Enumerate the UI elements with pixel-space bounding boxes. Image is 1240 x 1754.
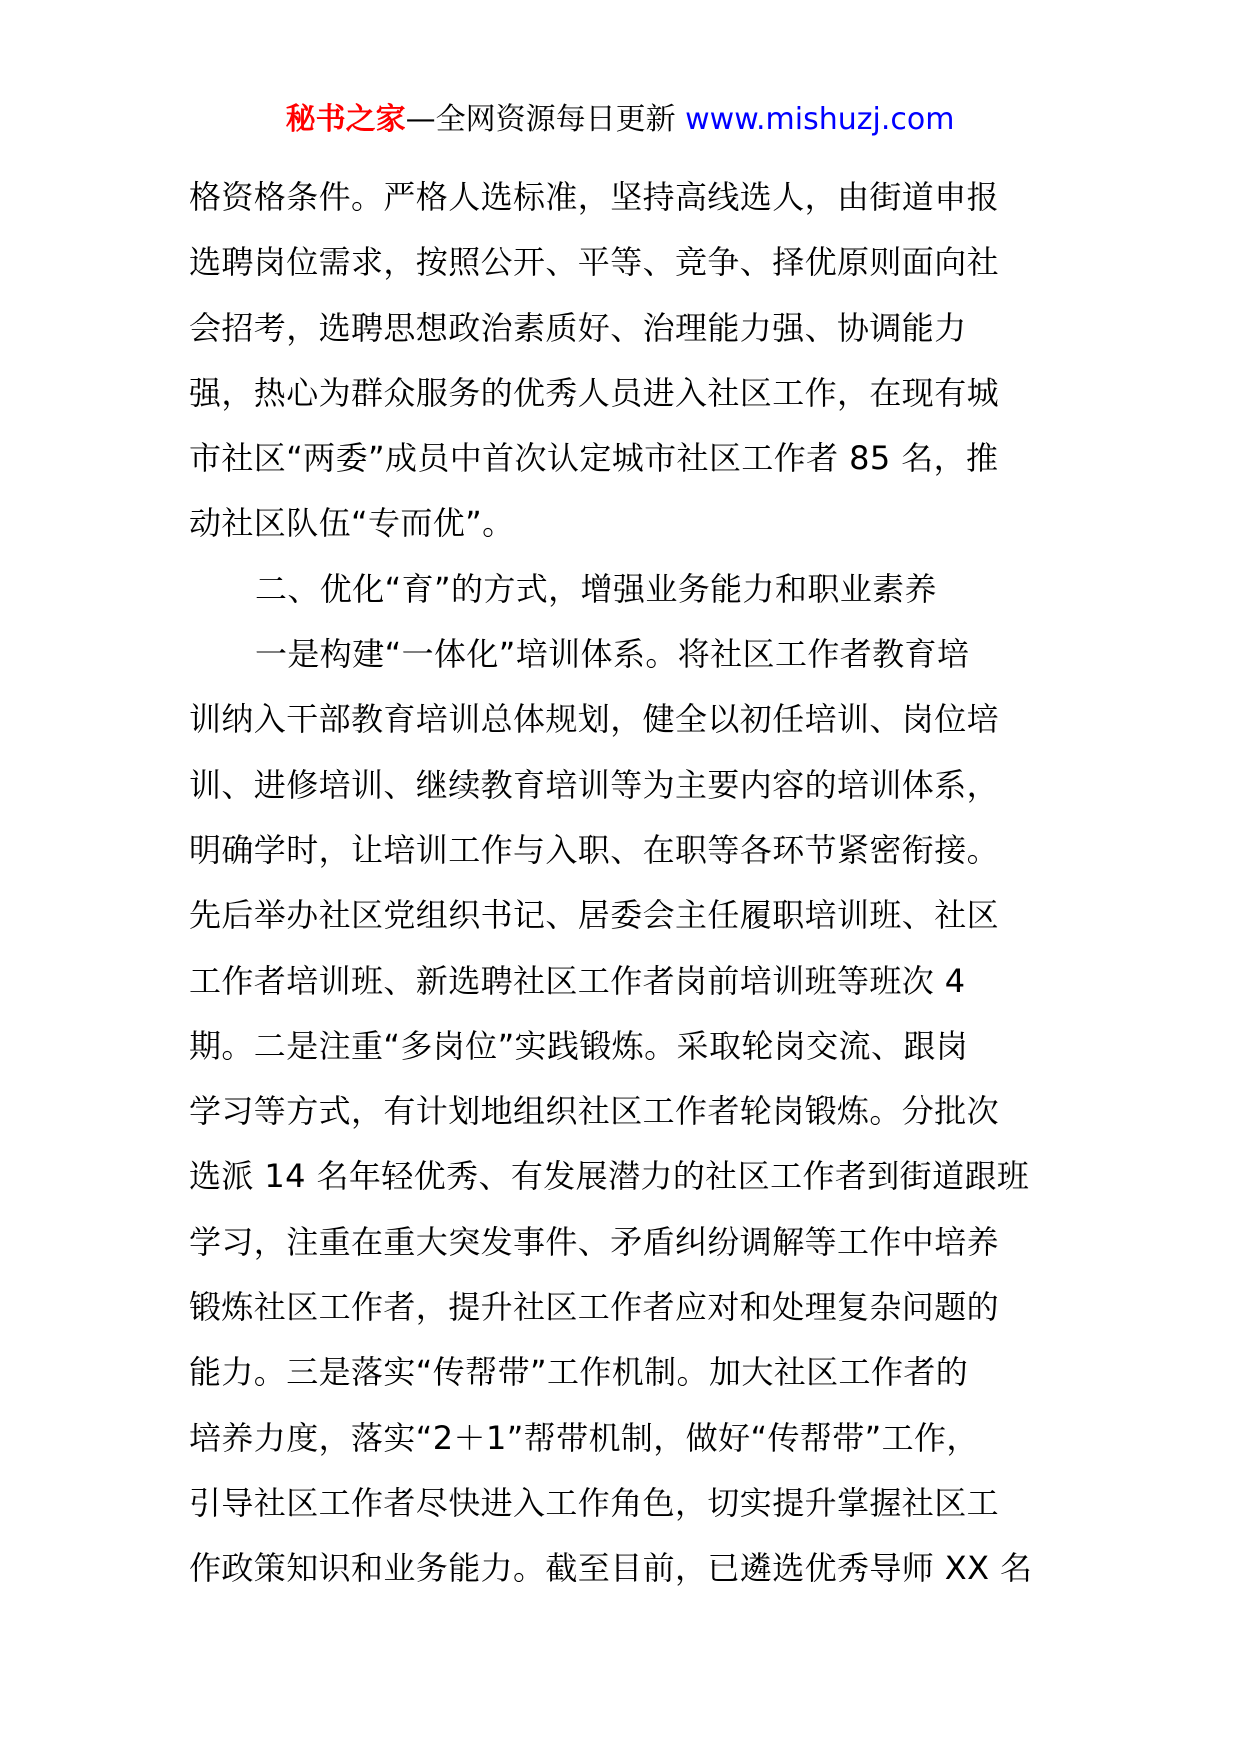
text-line: 引导社区工作者尽快进入工作角色，切实提升掌握社区工	[189, 1483, 1000, 1522]
document-body	[189, 165, 1059, 1602]
site-tagline: —全网资源每日更新	[405, 102, 686, 137]
text-line: 选派 14 名年轻优秀、有发展潜力的社区工作者到街道跟班	[189, 1157, 1030, 1196]
text-line: 锻炼社区工作者，提升社区工作者应对和处理复杂问题的	[189, 1288, 1000, 1327]
text-line: 训、进修培训、继续教育培训等为主要内容的培训体系，	[189, 765, 1000, 804]
text-line: 学习等方式，有计划地组织社区工作者轮岗锻炼。分批次	[189, 1092, 1000, 1131]
text-line: 强，热心为群众服务的优秀人员进入社区工作，在现有城	[189, 373, 1000, 412]
text-line: 格资格条件。严格人选标准，坚持高线选人，由街道申报	[189, 178, 1000, 216]
section-heading: 二、优化“育”的方式，增强业务能力和职业素养	[255, 569, 937, 608]
text-line: 市社区“两委”成员中首次认定城市社区工作者 85 名，推	[189, 439, 999, 478]
text-line: 工作者培训班、新选聘社区工作者岗前培训班等班次 4	[189, 961, 966, 1000]
text-line: 选聘岗位需求，按照公开、平等、竞争、择优原则面向社	[189, 243, 1000, 282]
text-line: 学习，注重在重大突发事件、矛盾纠纷调解等工作中培养	[189, 1222, 1000, 1261]
text-line: 会招考，选聘思想政治素质好、治理能力强、协调能力	[189, 308, 967, 347]
text-line: 训纳入干部教育培训总体规划，健全以初任培训、岗位培	[189, 700, 1000, 739]
text-line: 先后举办社区党组织书记、居委会主任履职培训班、社区	[189, 896, 1000, 935]
site-url: www.mishuzj.com	[685, 102, 955, 137]
text-line: 培养力度，落实“2＋1”帮带机制，做好“传帮带”工作，	[189, 1418, 979, 1457]
text-line: 明确学时，让培训工作与入职、在职等各环节紧密衔接。	[189, 830, 1000, 869]
text-line: 期。二是注重“多岗位”实践锻炼。采取轮岗交流、跟岗	[189, 1026, 969, 1065]
text-line: 动社区队伍“专而优”。	[189, 504, 515, 543]
page-header	[0, 100, 1240, 140]
text-line: 一是构建“一体化”培训体系。将社区工作者教育培	[255, 635, 970, 674]
site-brand-name: 秘书之家	[285, 102, 406, 137]
text-line: 能力。三是落实“传帮带”工作机制。加大社区工作者的	[189, 1353, 969, 1392]
text-line: 作政策知识和业务能力。截至目前，已遴选优秀导师 XX 名	[189, 1549, 1033, 1588]
